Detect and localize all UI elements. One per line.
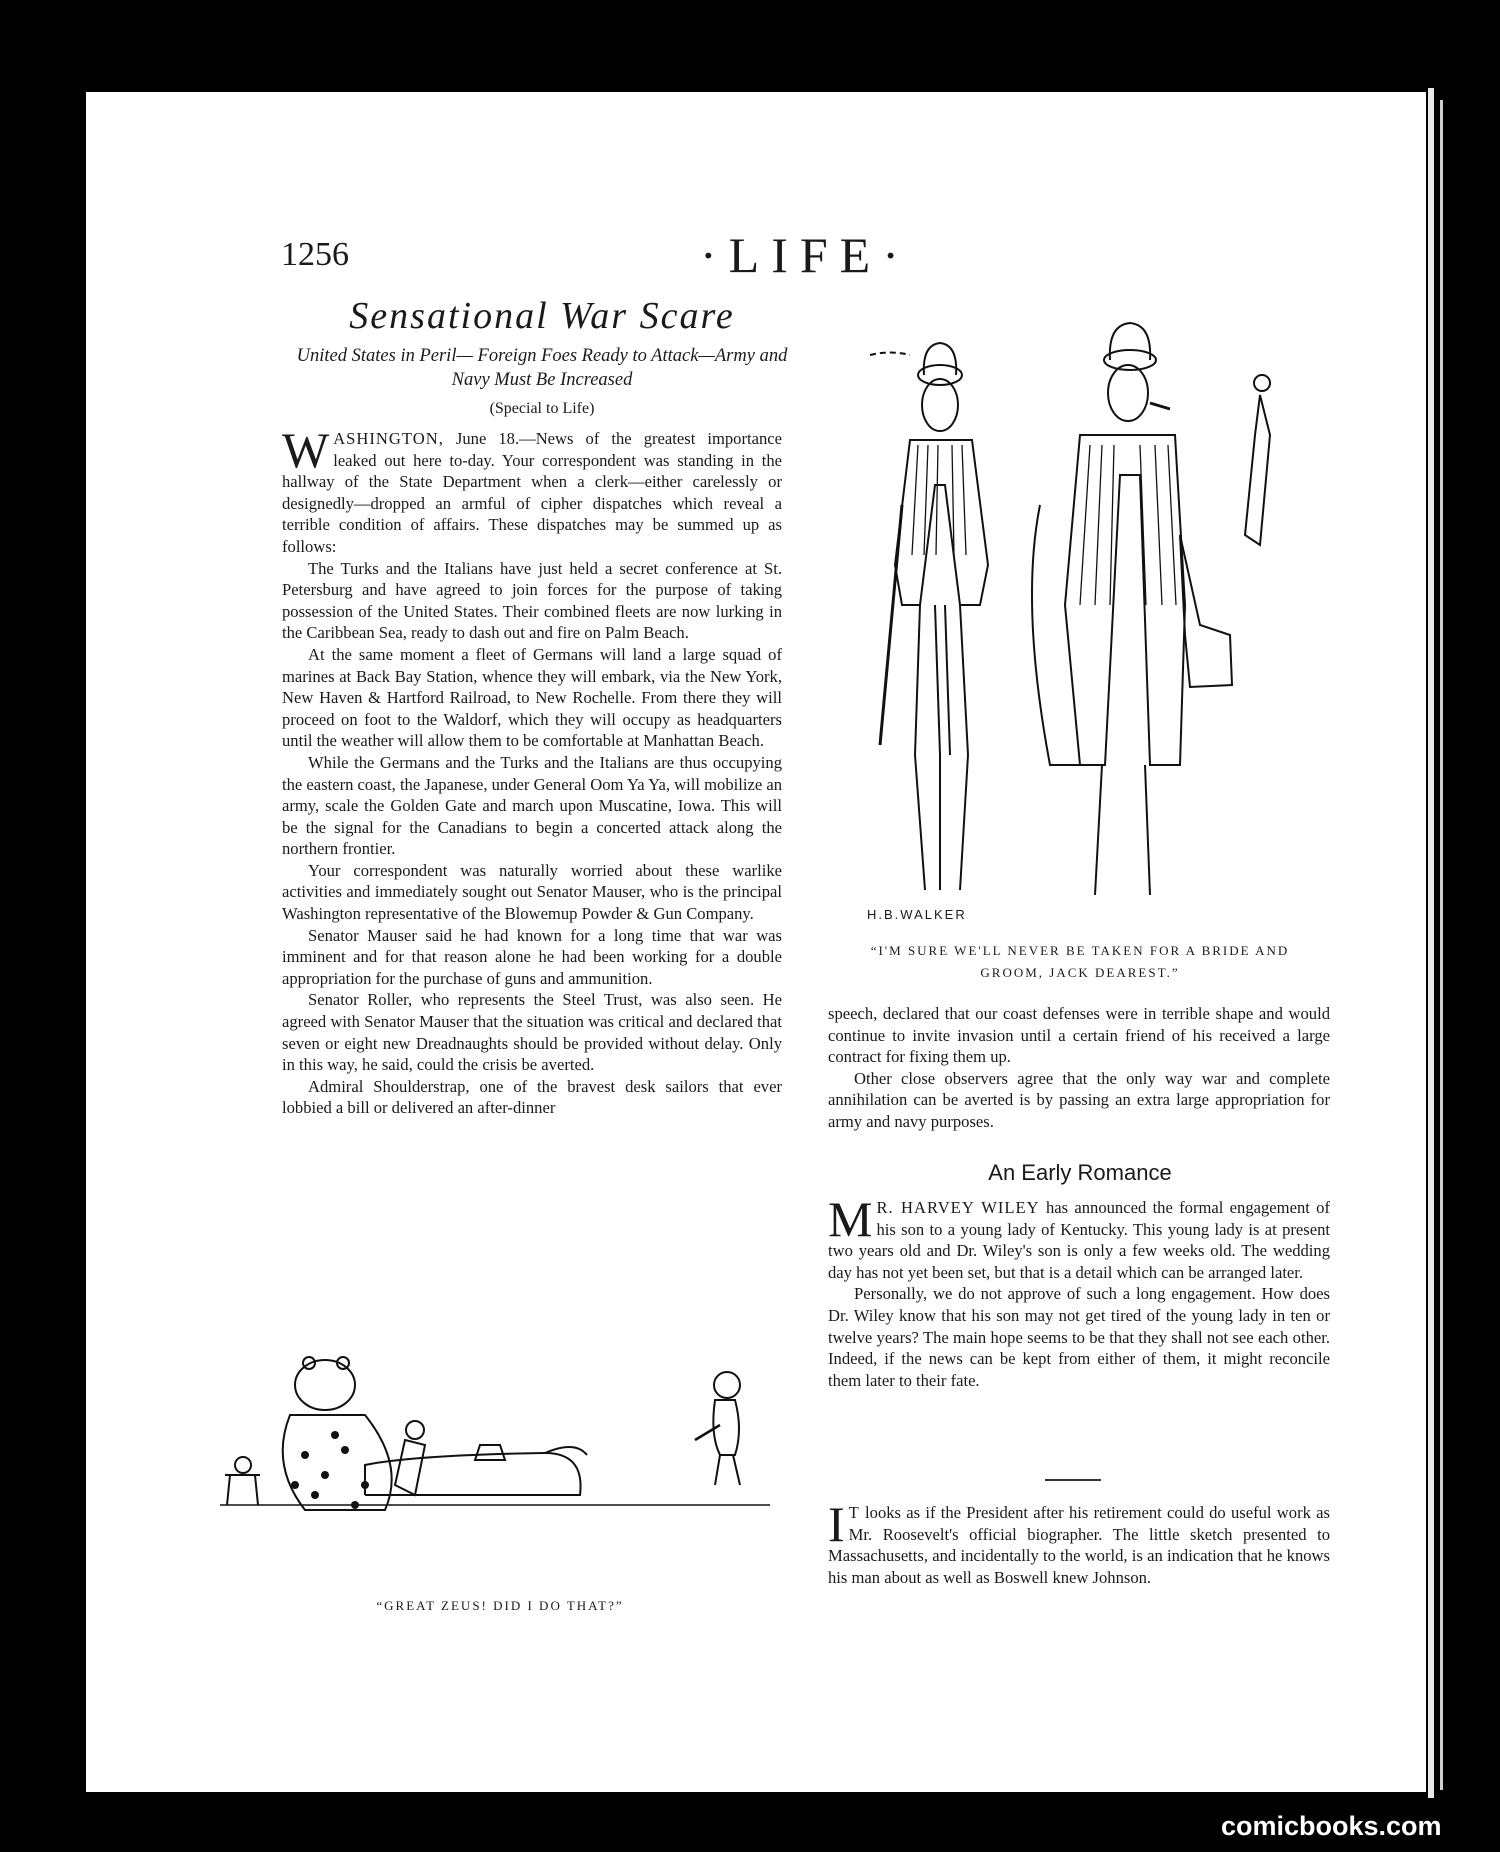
lead-caps: ASHINGTON, xyxy=(333,429,444,448)
caption-line: GROOM, JACK DEAREST.” xyxy=(980,965,1180,980)
page-spine-shadow xyxy=(1440,100,1443,1790)
section-subhead: An Early Romance xyxy=(988,1160,1172,1185)
paragraph: While the Germans and the Turks and the Italians are thus occupying the eastern coast, the Japanese, under General Oom Ya Ya, will mobilize an army, scale the Golden Gate and march upon Muscatine, Iowa. This will be the signal for the Canadians to begin a concerted attack along the northern frontier. xyxy=(282,752,782,859)
paragraph-text: June 18.—News of the greatest importance leaked out here to-day. Your correspondent was standing in the hallway of the State Department when a clerk—either carelessly or designedly—dropped an armful of cipher dispatches which reveal a terrible condition of affairs. These dispatches may be summed up as follows: xyxy=(282,429,782,556)
article-headline: Sensational War Scare xyxy=(349,295,735,337)
paragraph: Admiral Shoulderstrap, one of the bravest desk sailors that ever lobbied a bill or delivered an after-dinner xyxy=(282,1076,782,1118)
illustrator-signature: H.B.WALKER xyxy=(867,907,967,922)
article-deck: United States in Peril— Foreign Foes Ready to Attack—Army and Navy Must Be Increased xyxy=(296,346,788,390)
right-column-top xyxy=(828,1003,1330,1133)
paragraph: The Turks and the Italians have just held a secret conference at St. Petersburg and have agreed to join forces for the purpose of taking possession of the United States. Their combined fleets are now lurking in the Caribbean Sea, ready to dash out and fire on Palm Beach. xyxy=(282,558,782,643)
paragraph xyxy=(828,1496,1330,1588)
source-watermark: comicbooks.com xyxy=(1221,1811,1442,1841)
left-column xyxy=(282,422,782,1119)
drop-cap: M xyxy=(828,1191,873,1247)
masthead: ·LIFE· xyxy=(700,227,911,283)
cartoon-caption: “GREAT ZEUS! DID I DO THAT?” xyxy=(376,1598,624,1613)
paragraph: Personally, we do not approve of such a long engagement. How does Dr. Wiley know that his son may not get tired of the young lady in ten or twelve years? The main hope seems to be that they shall not see each other. Indeed, if the news can be kept from either of them, it might reconcile them later to their fate. xyxy=(828,1284,1330,1390)
paragraph xyxy=(282,422,782,558)
section-divider xyxy=(1045,1479,1101,1481)
paragraph: speech, declared that our coast defenses were in terrible shape and would continue to invite invasion until a certain friend of his received a large contract for fixing them up. xyxy=(828,1004,1330,1067)
paragraph: Senator Mauser said he had known for a long time that war was imminent and for that reason alone he had been working for a double appropriation for the purchase of guns and ammunition. xyxy=(282,925,782,988)
cartoon-illustration-dandies xyxy=(840,305,1320,905)
lead-caps: T xyxy=(848,1503,860,1522)
cartoon-illustration-hippo xyxy=(215,1345,775,1545)
page-spine-edge xyxy=(1428,88,1434,1798)
right-column-president xyxy=(828,1496,1330,1588)
caption-line: “I'M SURE WE'LL NEVER BE TAKEN FOR A BRIDE AND xyxy=(870,943,1290,958)
drop-cap: I xyxy=(828,1496,845,1552)
drop-cap: W xyxy=(282,422,330,478)
cartoon-caption xyxy=(840,940,1320,984)
paragraph: Other close observers agree that the only way war and complete annihilation can be averted is by passing an extra large appropriation for army and navy purposes. xyxy=(828,1068,1330,1131)
article-byline: (Special to Life) xyxy=(489,400,595,417)
paragraph-text: looks as if the President after his retirement could do useful work as Mr. Roosevelt's official biographer. The little sketch presented to Massachusetts, and incidentally to the world, is an indication that he knows his man about as well as Boswell knew Johnson. xyxy=(828,1503,1330,1587)
paragraph-text: has announced the formal engagement of his son to a young lady of Kentucky. This young lady is at present two years old and Dr. Wiley's son is only a few weeks old. The wedding day has not yet been set, but that is a detail which can be arranged later. xyxy=(828,1198,1330,1282)
paragraph: Senator Roller, who represents the Steel Trust, was also seen. He agreed with Senator Mauser that the situation was critical and declared that seven or eight new Dreadnaughts should be provided without delay. Only in this way, he said, could the crisis be averted. xyxy=(282,990,782,1075)
page-number: 1256 xyxy=(281,236,349,273)
right-column-romance xyxy=(828,1191,1330,1391)
lead-caps: R. HARVEY WILEY xyxy=(876,1198,1040,1217)
paragraph xyxy=(828,1191,1330,1283)
paragraph: Your correspondent was naturally worried about these warlike activities and immediately sought out Senator Mauser, who is the principal Washington representative of the Blowemup Powder & Gun Company. xyxy=(282,860,782,924)
paragraph: At the same moment a fleet of Germans will land a large squad of marines at Back Bay Station, whence they will embark, via the New York, New Haven & Hartford Railroad, to New Rochelle. From there they will proceed on foot to the Waldorf, which they will occupy as headquarters until the weather will allow them to be comfortable at Manhattan Beach. xyxy=(282,644,782,751)
